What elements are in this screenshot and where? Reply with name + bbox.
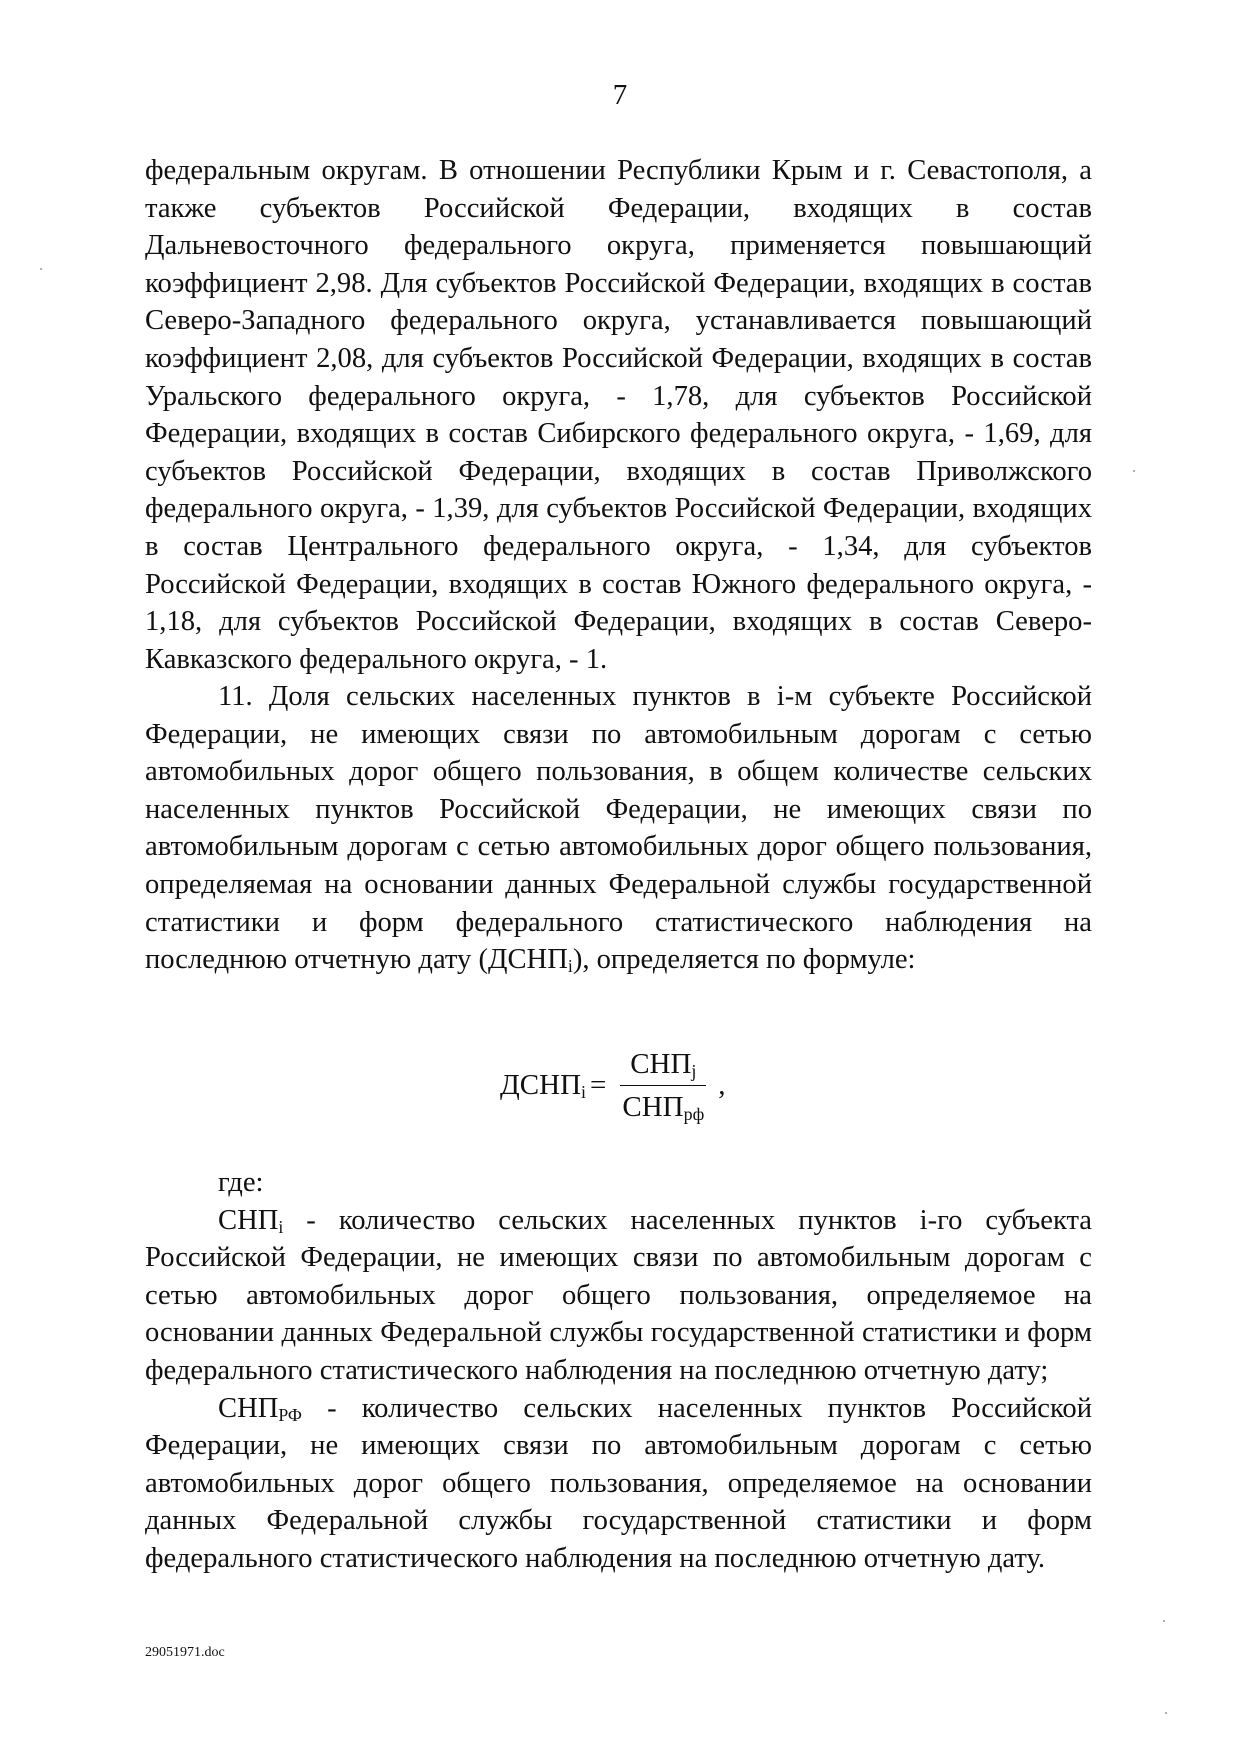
formula-denominator-subscript: рф (683, 1103, 705, 1124)
scan-speck (40, 268, 42, 270)
paragraph-2-text-end: ), определяется по формуле: (572, 944, 916, 976)
formula-fraction (612, 1049, 714, 1122)
where-label: где: (218, 1167, 264, 1198)
formula-lhs (500, 1069, 586, 1102)
footer-filename: 29051971.doc (145, 1645, 225, 1660)
paragraph-item-11 (145, 678, 1092, 979)
definition-2-term: СНП (218, 1392, 279, 1424)
formula-numerator-subscript: j (691, 1060, 697, 1081)
scan-speck (1133, 470, 1135, 472)
definition-1-term: СНП (218, 1204, 279, 1236)
paragraph-2-subscript: i (567, 956, 573, 977)
scan-speck (1163, 1620, 1165, 1622)
formula-lhs-text: ДСНП (500, 1068, 582, 1101)
paragraph-1: федеральным округам. В отношении Республики Крым и г. Севастополя, а также субъектов Российской Федерации, входящих в состав Дальневосточного федерального округа, применяется повышающий коэффициент 2,98. Для субъектов Российской Федерации, входящих в состав Северо-Западного федерального округа, устанавливается повышающий коэффициент 2,08, для субъектов Российской Федерации, входящих в состав Уральского федерального округа, - 1,78, для субъектов Российской Федерации, входящих в состав Сибирского федерального округа, - 1,69, для субъектов Российской Федерации, входящих в состав Приволжского федерального округа, - 1,39, для субъектов Российской Федерации, входящих в состав Центрального федерального округа, - 1,34, для субъектов Российской Федерации, входящих в состав Южного федерального округа, - 1,18, для субъектов Российской Федерации, входящих в состав Северо-Кавказского федерального округа, - 1. (145, 155, 1092, 675)
formula (500, 1030, 726, 1140)
formula-lhs-subscript: i (581, 1081, 587, 1102)
formula-trailing-comma: , (718, 1068, 726, 1101)
formula-numerator-text: СНП (630, 1047, 692, 1080)
formula-equals: = (590, 1068, 607, 1101)
paragraph-2-text: 11. Доля сельских населенных пунктов в i-м субъекте Российской Федерации, не имеющих связи по автомобильным дорогам с сетью автомобильных дорог общего пользования, в общем количестве сельских населенных пунктов Российской Федерации, не имеющих связи по автомобильным дорогам с сетью автомобильных дорог общего пользования, определяемая на основании данных Федеральной службы государственной статистики и форм федерального статистического наблюдения на последнюю отчетную дату (ДСНП (145, 681, 1092, 976)
definition-2-text: - количество сельских населенных пунктов Российской Федерации, не имеющих связи по автомобильным дорогам с сетью автомобильных дорог общего пользования, определяемое на основании данных Федеральной службы государственной статистики и форм федерального статистического наблюдения на последнюю отчетную дату. (145, 1392, 1092, 1574)
paragraph-continuation (145, 152, 1092, 678)
definitions (145, 1164, 1092, 1578)
definition-2-term-subscript: РФ (278, 1404, 302, 1425)
scan-speck (1165, 1712, 1167, 1714)
formula-denominator (612, 1086, 714, 1122)
paragraph-2 (145, 678, 1092, 979)
formula-numerator (620, 1049, 706, 1086)
page-number: 7 (612, 79, 628, 111)
formula-denominator-text: СНП (622, 1090, 684, 1123)
definition-1-text: - количество сельских населенных пунктов i-го субъекта Российской Федерации, не имеющих связи по автомобильным дорогам с сетью автомобильных дорог общего пользования, определяемое на основании данных Федеральной службы государственной статистики и форм федерального статистического наблюдения на последнюю отчетную дату; (145, 1204, 1092, 1386)
definition-2 (145, 1390, 1092, 1578)
definition-1 (145, 1202, 1092, 1390)
definition-1-term-subscript: i (278, 1216, 284, 1237)
